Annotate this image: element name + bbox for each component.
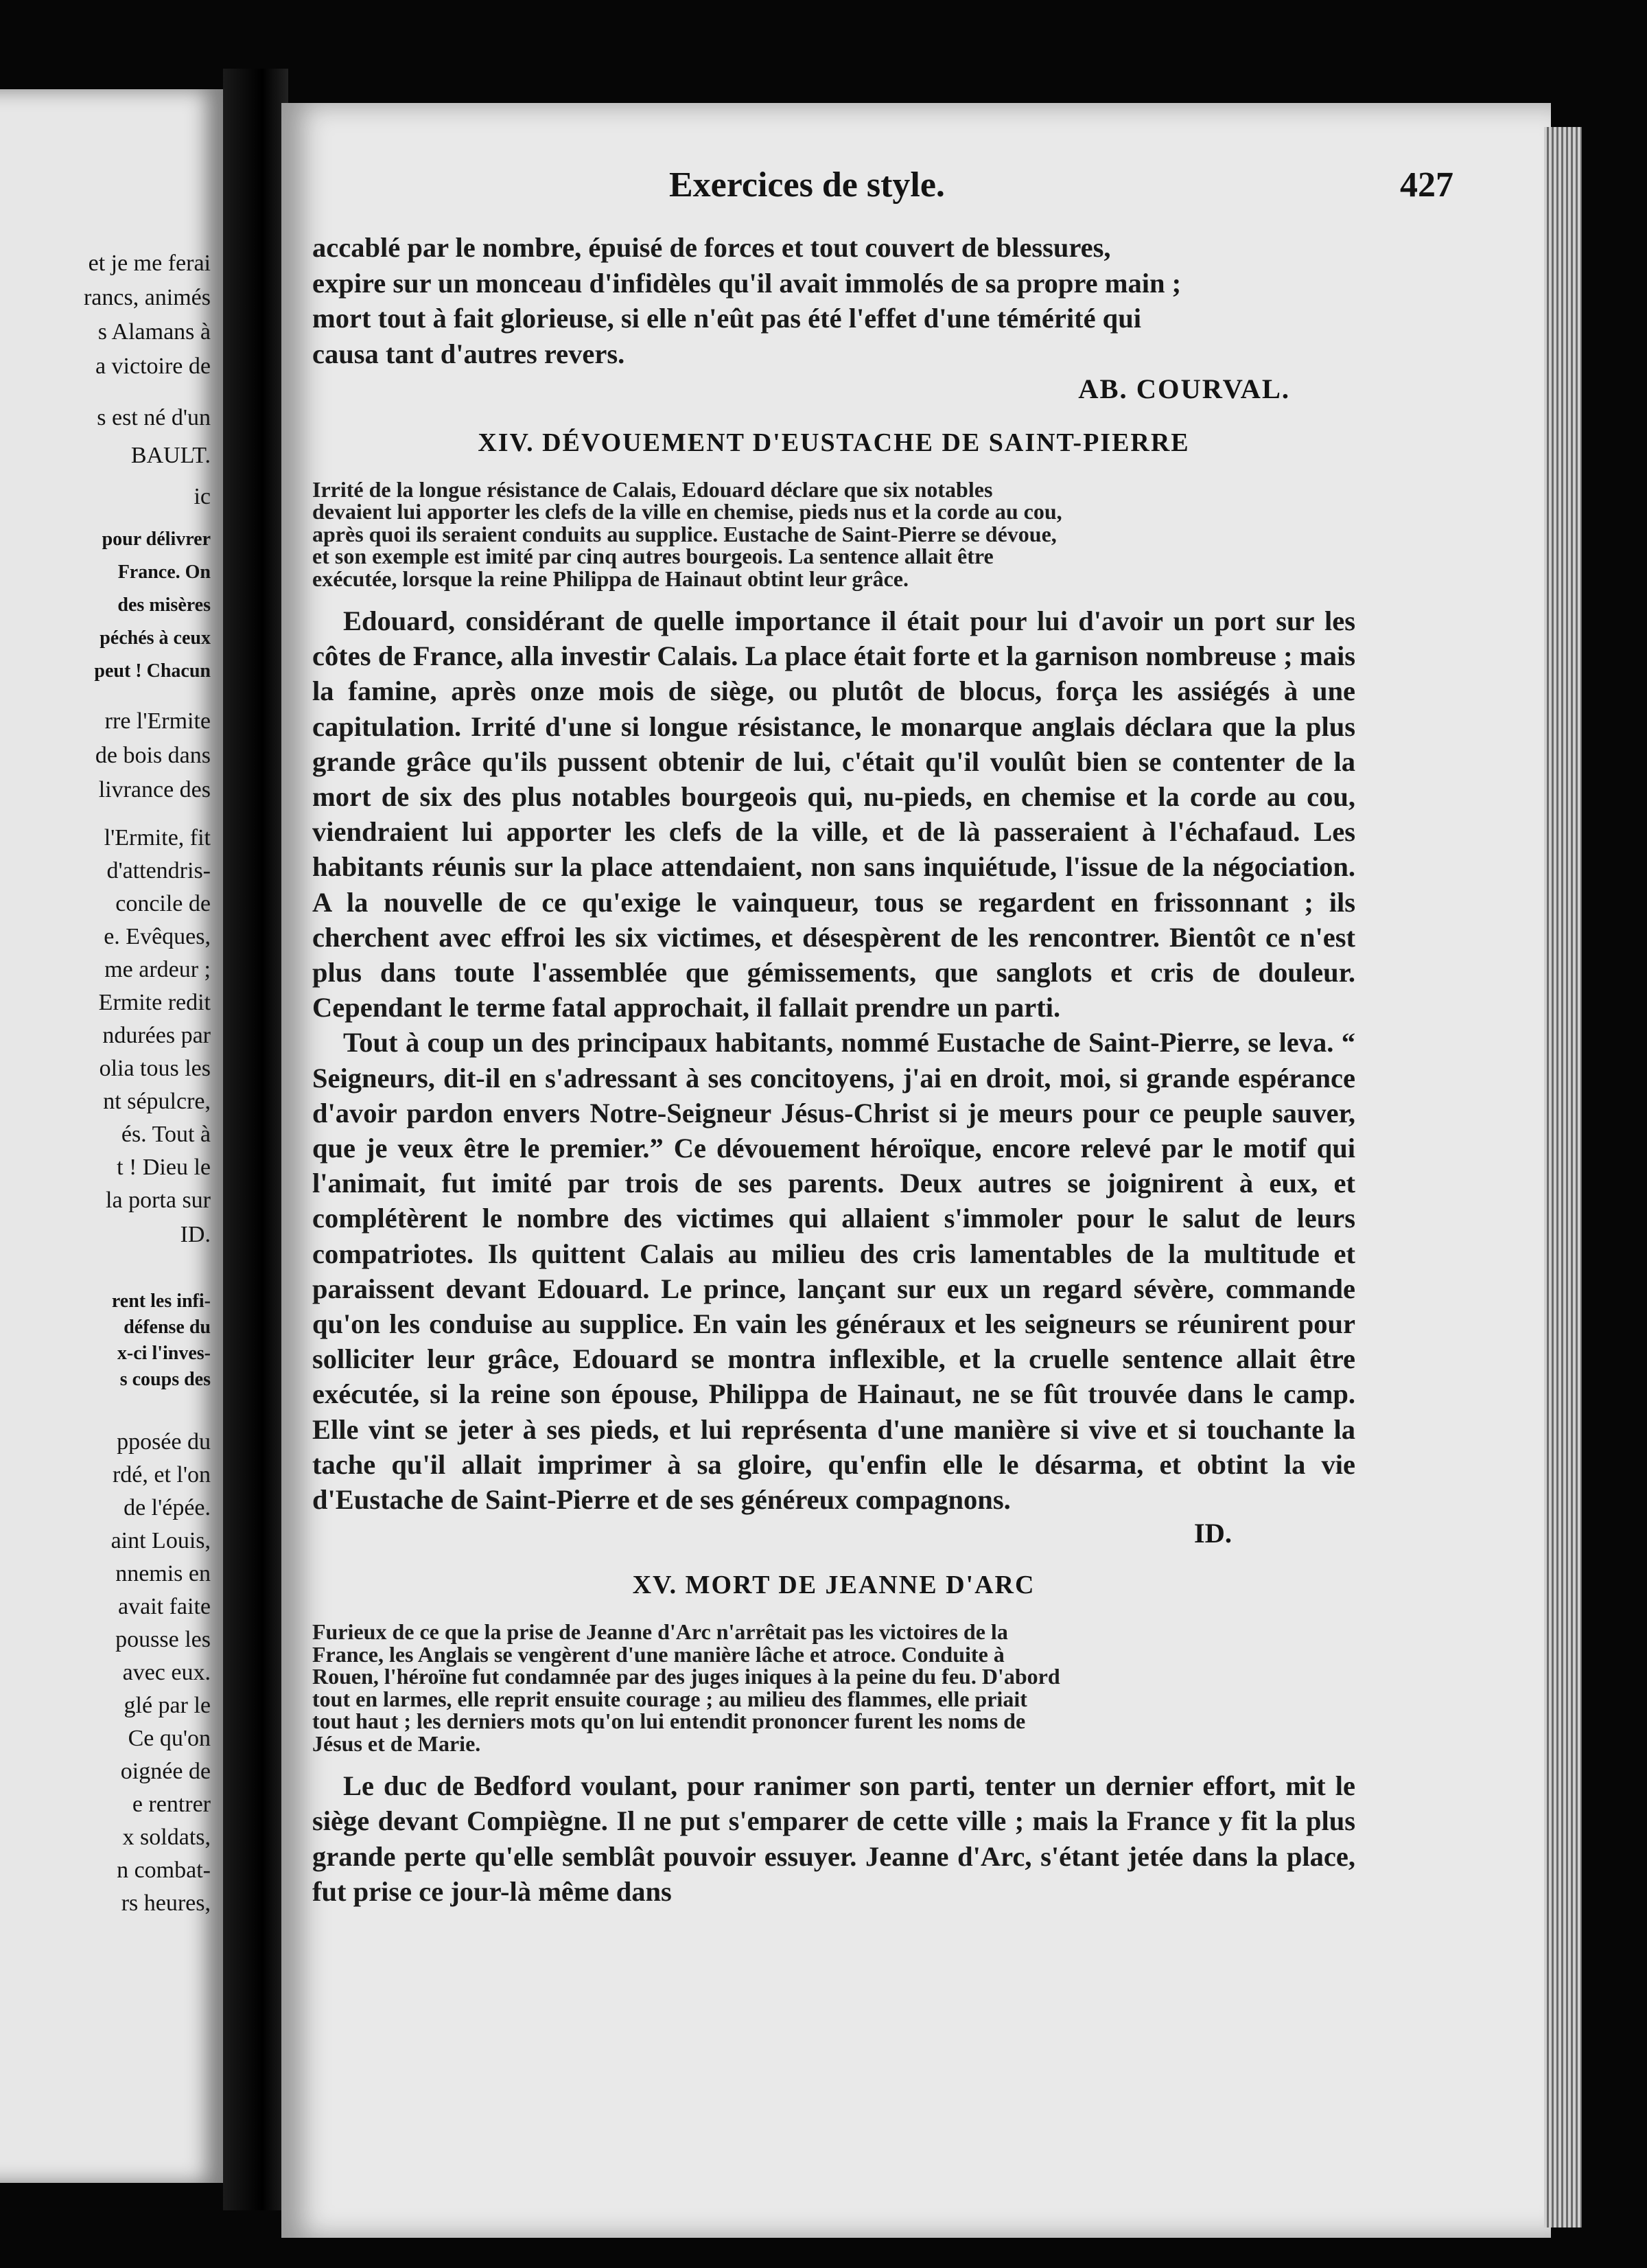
facing-page-line: pour délivrer	[102, 529, 211, 550]
facing-page-line: glé par le	[124, 1693, 211, 1718]
facing-page-line: défense du	[124, 1317, 211, 1338]
facing-page-line: d'attendris-	[106, 858, 211, 883]
author-signature: AB. COURVAL.	[1078, 373, 1290, 404]
facing-page-line: péchés à ceux	[100, 627, 211, 649]
section-xiv-paragraph-2: Tout à coup un des principaux habitants, nommé Eustache de Saint-Pierre, se leva. “ Seigneurs, dit-il en s'adressant à ses concitoyens, j'ai en droit, moi, si grande espérance d'avoir pardon envers Notre-Seigneur Jésus-Christ si je meurs pour ce peuple sauver, que je veux être le premier.” Ce dévouement héroïque, encore relevé par le motif qui l'animait, fut imité par trois de ses parents. Deux autres se joignirent à eux, et complétèrent le nombre des victimes qui allaient s'immoler pour le salut de leurs compatriotes. Ils quittent Calais au milieu des cris lamentables de la multitude et paraissent devant Edouard. Le prince, lançant sur eux un regard sévère, commande qu'on les conduise au supplice. En vain les généraux et les seigneurs se réunirent pour solliciter leur grâce, Edouard se montra inflexible, et la cruelle sentence allait être exécutée, si la reine son épouse, Philippa de Hainaut, ne se fût trouvée dans le camp. Elle vint se jeter à ses pieds, et lui représenta d'une manière si vive et si touchante la tache qu'il allait imprimer à sa gloire, qu'enfin elle le désarma, et obtint la vie d'Eustache de Saint-Pierre et de ses généreux compagnons.	[312, 1027, 1355, 1516]
facing-page-line: pousse les	[115, 1627, 211, 1652]
opening-paragraph: accablé par le nombre, épuisé de forces et tout couvert de blessures, expire sur un monceau d'infidèles qu'il avait immolés de sa propre main ; mort tout à fait glorieuse, si elle n'eût pas été l'effet d'une témérité qui causa tant d'autres revers.	[312, 232, 1182, 369]
section-xv-title: XV. MORT DE JEANNE D'ARC	[632, 1571, 1036, 1600]
facing-page-line: rre l'Ermite	[104, 708, 211, 734]
facing-page-line: avait faite	[118, 1594, 211, 1619]
section-xiv-summary: Irrité de la longue résistance de Calais, Edouard déclare que six notables devaient lui apporter les clefs de la ville en chemise, pieds nus et la corde au cou, après quoi ils seraient conduits au supplice. Eustache de Saint-Pierre se dévoue, et son exemple est imité par cinq autres bourgeois. La sentence allait être exécutée, lorsque la reine Philippa de Hainaut obtint leur grâce.	[312, 476, 1062, 591]
facing-page-line: Ce qu'on	[128, 1726, 211, 1751]
facing-page-line: s est né d'un	[97, 405, 211, 430]
section-xiv-paragraph-1: Edouard, considérant de quelle importance il était pour lui d'avoir un port sur les côtes de France, alla investir Calais. La place était forte et la garnison nombreuse ; mais la famine, après onze mois de siège, ou plutôt de blocus, força les assiégés à une capitulation. Irrité d'une si longue résistance, le monarque anglais déclara que la plus grande grâce qu'ils pussent obtenir de lui, c'était qu'il voulût bien se contenter de la mort de six des plus notables bourgeois qui, nu-pieds, en chemise et la corde au cou, viendraient lui apporter les clefs de la ville, et de là passeraient à l'échafaud. Les habitants réunis sur la place attendaient, non sans inquiétude, l'issue de la négociation. A la nouvelle de ce qu'exige le vainqueur, tous se regardent en frissonnant ; ils cherchent avec effroi les six victimes, et désespèrent de les rencontrer. Bientôt ce n'est plus dans toute l'assemblée que gémissements, que sanglots et cris de douleur. Cependant le terme fatal approchait, il fallait prendre un parti.	[312, 605, 1355, 1023]
facing-page-line: aint Louis,	[110, 1528, 211, 1553]
facing-page-line: concile de	[115, 891, 211, 916]
facing-page-line: la porta sur	[106, 1188, 211, 1213]
facing-page-line: x soldats,	[122, 1825, 211, 1850]
facing-page-line: Ermite redit	[98, 990, 211, 1015]
facing-page-line: olia tous les	[99, 1056, 211, 1081]
facing-page-line: de l'épée.	[124, 1495, 211, 1520]
facing-page-line: t ! Dieu le	[117, 1155, 211, 1180]
facing-page-line: s coups des	[119, 1369, 211, 1390]
facing-page-line: oignée de	[120, 1759, 211, 1784]
facing-page-line: France. On	[117, 562, 211, 583]
page-edges	[1544, 127, 1582, 2228]
facing-page-line: e rentrer	[132, 1792, 211, 1817]
facing-page-fragment	[0, 89, 223, 2183]
facing-page-line: rdé, et l'on	[112, 1462, 211, 1488]
facing-page-line: s Alamans à	[97, 319, 211, 345]
facing-page-line: de bois dans	[95, 743, 211, 768]
page-content	[312, 230, 1355, 1909]
facing-page-line: avec eux.	[122, 1660, 211, 1685]
facing-page-line: és. Tout à	[121, 1122, 211, 1147]
section-xiv-signature: ID.	[1193, 1518, 1232, 1549]
facing-page-line: ic	[194, 484, 211, 509]
page-number: 427	[1400, 165, 1453, 205]
facing-page-line: rent les infi-	[111, 1291, 211, 1312]
facing-page-line: BAULT.	[130, 443, 211, 468]
facing-page-line: livrance des	[98, 777, 211, 802]
facing-page-line: a victoire de	[95, 354, 211, 379]
facing-page-line: nnemis en	[115, 1561, 211, 1586]
facing-page-line: ID.	[180, 1222, 211, 1247]
facing-page-line: pposée du	[117, 1429, 211, 1455]
facing-page-line: peut ! Chacun	[94, 660, 211, 682]
section-xiv-title: XIV. DÉVOUEMENT D'EUSTACHE DE SAINT-PIERRE	[478, 428, 1190, 457]
facing-page-line: rancs, animés	[83, 285, 211, 310]
facing-page-line: et je me ferai	[88, 251, 211, 276]
facing-page-line: n combat-	[117, 1858, 211, 1883]
facing-page-line: me ardeur ;	[104, 957, 211, 982]
facing-page-line: nt sépulcre,	[103, 1089, 211, 1114]
section-xv-paragraph-1: Le duc de Bedford voulant, pour ranimer son parti, tenter un dernier effort, mit le siège devant Compiègne. Il ne put s'emparer de cette ville ; mais la France y fit la plus grande perte qu'elle semblât pouvoir essuyer. Jeanne d'Arc, s'étant jetée dans la place, fut prise ce jour-là même dans	[312, 1770, 1355, 1907]
facing-page-line: e. Evêques,	[104, 924, 211, 949]
running-title: Exercices de style.	[669, 165, 945, 205]
facing-page-line: x-ci l'inves-	[117, 1343, 211, 1364]
facing-page-line: ndurées par	[102, 1023, 211, 1048]
section-xv-summary: Furieux de ce que la prise de Jeanne d'Arc n'arrêtait pas les victoires de la France, les Anglais se vengèrent d'une manière lâche et atroce. Conduite à Rouen, l'héroïne fut condamnée par des juges iniques à la peine du feu. D'abord tout en larmes, elle reprit ensuite courage ; au milieu des flammes, elle priait tout haut ; les derniers mots qu'on lui entendit prononcer furent les noms de Jésus et de Marie.	[312, 1619, 1060, 1756]
facing-page-line: des misères	[117, 594, 211, 616]
book-gutter	[223, 69, 288, 2210]
facing-page-line: l'Ermite, fit	[104, 825, 211, 850]
opening-signature-line	[312, 371, 1355, 407]
facing-page-line: rs heures,	[121, 1890, 211, 1916]
